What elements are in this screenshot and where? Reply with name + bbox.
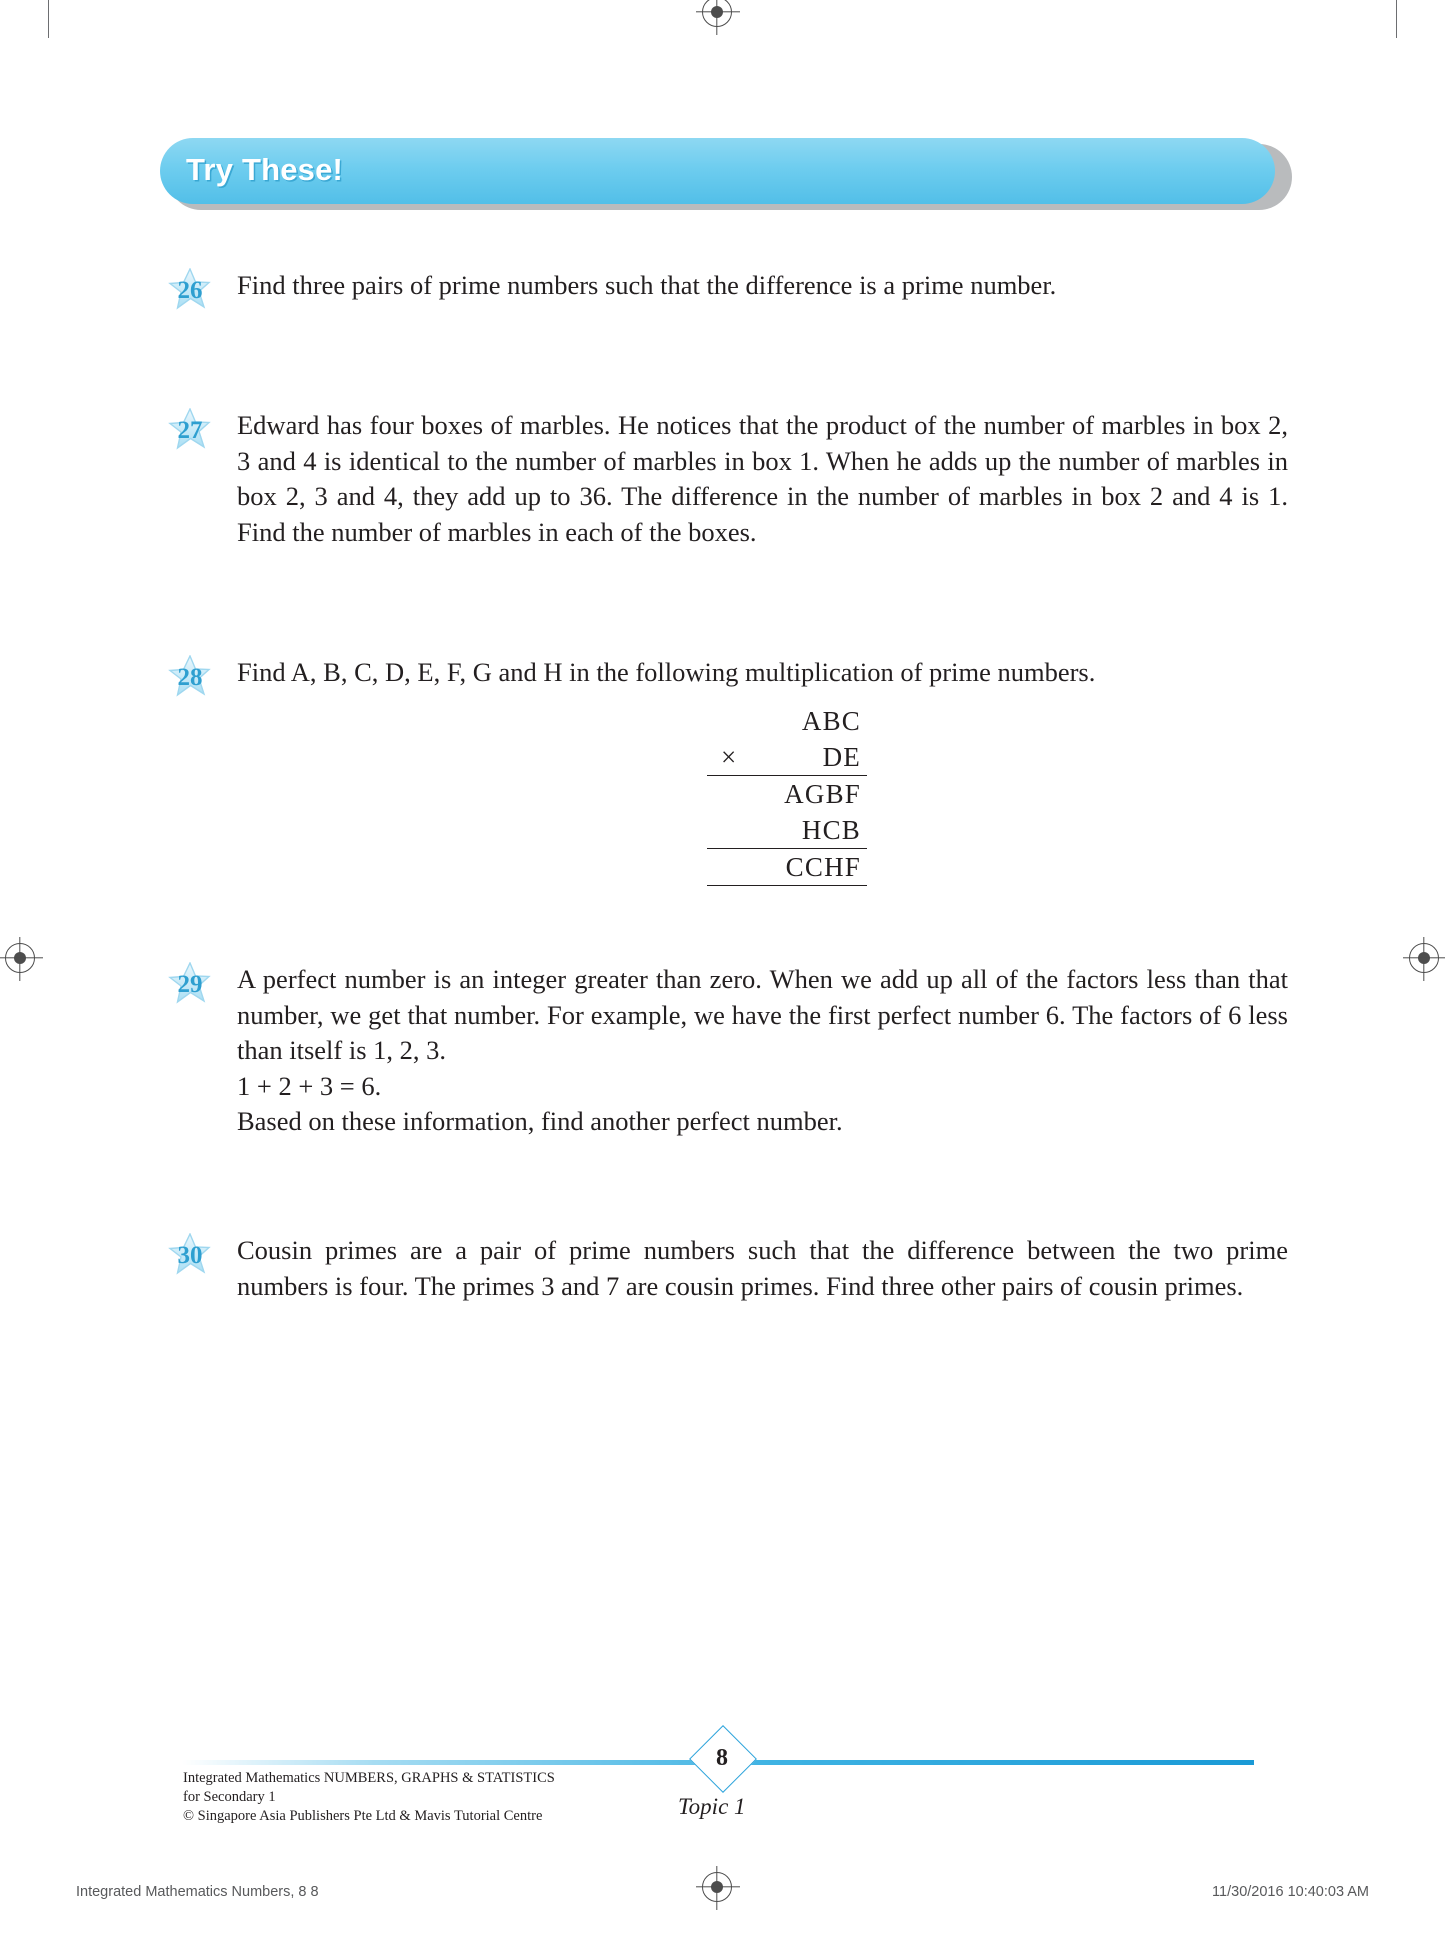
question-text: Find A, B, C, D, E, F, G and H in the following multiplication of prime numbers. <box>237 657 1096 687</box>
question-equation-line: 1 + 2 + 3 = 6. <box>237 1070 382 1101</box>
question-text-paragraph: A perfect number is an integer greater than zero. When we add up all of the factors less than that number, we get that number. For example, we have the first perfect number 6. The factors of 6 less than itself is 1, 2, 3. <box>237 964 1288 1065</box>
question-number: 27 <box>177 417 203 444</box>
multiplier-row <box>707 739 867 776</box>
footer-credit-line-2: for Secondary 1 <box>183 1789 276 1805</box>
question-item <box>168 408 1288 550</box>
page-number: 8 <box>716 1745 728 1771</box>
footer-credit-line-1: Integrated Mathematics NUMBERS, GRAPHS & STATISTICS <box>183 1770 555 1786</box>
crop-mark-top-left <box>48 0 49 38</box>
registration-dot <box>711 6 723 18</box>
question-text: Edward has four boxes of marbles. He notices that the product of the number of marbles in box 2, 3 and 4 is identical to the number of marbles in box 1. When he adds up the number of marbles in box 2, 3 and 4, they add up to 36. The difference in the number of marbles in box 2 and 4 is 1. Find the number of marbles in each of the boxes. <box>237 410 1288 547</box>
partial-product-row-2: HCB <box>707 812 867 849</box>
print-slug-right: 11/30/2016 10:40:03 AM <box>1212 1884 1369 1900</box>
question-text: Cousin primes are a pair of prime numbers such that the difference between the two prime numbers is four. The primes 3 and 7 are cousin primes. Find three other pairs of cousin primes. <box>237 1235 1288 1301</box>
long-multiplication-figure <box>237 703 1357 886</box>
question-number: 28 <box>177 664 203 691</box>
registration-mark-left <box>5 943 35 973</box>
question-number: 30 <box>177 1242 203 1269</box>
footer-credit-line-3: © Singapore Asia Publishers Pte Ltd & Mavis Tutorial Centre <box>183 1808 543 1824</box>
product-row: CCHF <box>707 849 867 886</box>
question-instruction-line: Based on these information, find another perfect number. <box>237 1106 843 1136</box>
question-item <box>168 1233 1288 1304</box>
question-item <box>168 268 1288 304</box>
multiplier-value: DE <box>822 741 861 772</box>
partial-product-row-1: AGBF <box>784 778 861 809</box>
registration-dot <box>14 952 26 964</box>
crop-mark-top-right <box>1396 0 1397 38</box>
registration-dot <box>711 1881 723 1893</box>
long-multiplication-stack <box>707 703 867 886</box>
banner-pill <box>160 138 1275 204</box>
registration-mark-right <box>1409 943 1439 973</box>
question-text: Find three pairs of prime numbers such that the difference is a prime number. <box>237 270 1057 300</box>
registration-mark-top <box>702 0 732 27</box>
footer-credits <box>183 1769 555 1826</box>
multiply-operator: × <box>721 741 738 772</box>
question-number: 26 <box>177 277 203 304</box>
question-number: 29 <box>177 971 203 998</box>
question-item <box>168 655 1288 886</box>
section-title: Try These! <box>186 152 344 187</box>
print-slug-left: Integrated Mathematics Numbers, 8 8 <box>76 1884 319 1900</box>
question-item <box>168 962 1288 1140</box>
multiplicand-row: ABC <box>801 705 861 736</box>
section-header-banner <box>160 138 1284 210</box>
registration-dot <box>1418 952 1430 964</box>
footer-topic-label: Topic 1 <box>678 1794 746 1819</box>
registration-mark-bottom <box>702 1872 732 1902</box>
